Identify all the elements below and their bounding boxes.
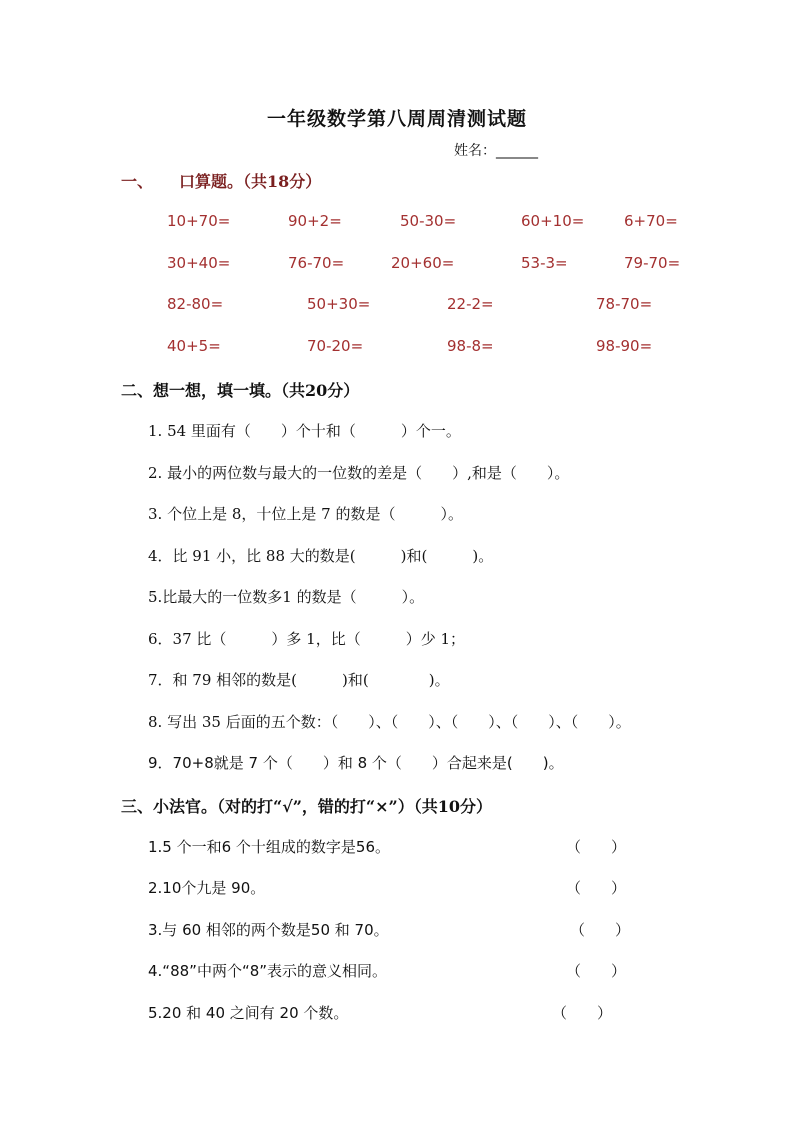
section1-title: 口算题。（共18分） (179, 172, 322, 191)
question-item: 9．70+8就是 7 个（ ）和 8 个（ ）合起来是( )。 (148, 754, 564, 772)
calc-problem: 70-20= (307, 337, 364, 355)
question-item: 2. 最小的两位数与最大的一位数的差是（ ）,和是（ ）。 (148, 464, 570, 482)
answer-parentheses: （ ） (566, 962, 627, 980)
answer-parentheses: （ ） (566, 838, 627, 856)
calc-problem: 40+5= (167, 337, 221, 355)
page-title: 一年级数学第八周周清测试题 (266, 108, 527, 130)
calc-problem: 98-8= (447, 337, 494, 355)
calc-problem: 22-2= (447, 295, 494, 313)
answer-parentheses: （ ） (570, 921, 631, 939)
calc-problem: 76-70= (288, 254, 345, 272)
answer-parentheses: （ ） (552, 1004, 613, 1022)
calc-problem: 82-80= (167, 295, 224, 313)
answer-parentheses: （ ） (566, 879, 627, 897)
calc-problem: 30+40= (167, 254, 231, 272)
calc-problem: 50-30= (400, 212, 457, 230)
question-item: 8. 写出 35 后面的五个数：（ ）、（ ）、（ ）、（ ）、（ ）。 (148, 713, 631, 731)
section1-heading (121, 169, 321, 192)
question-item: 6．37 比（ ）多 1，比（ ）少 1； (148, 630, 466, 648)
calc-problem: 10+70= (167, 212, 231, 230)
question-item: 5.比最大的一位数多1 的数是（ ）。 (148, 588, 425, 606)
section1-number: 一、 (121, 172, 154, 191)
judgment-statement: 4.“88”中两个“8”表示的意义相同。 (148, 962, 388, 980)
judgment-statement: 1.5 个一和6 个十组成的数字是56。 (148, 838, 391, 856)
calc-problem: 79-70= (624, 254, 681, 272)
judgment-statement: 3.与 60 相邻的两个数是50 和 70。 (148, 921, 389, 939)
calc-problem: 20+60= (391, 254, 455, 272)
section3-heading: 三、小法官。（对的打“√”，错的打“×”）（共10分） (121, 797, 493, 816)
judgment-statement: 5.20 和 40 之间有 20 个数。 (148, 1004, 349, 1022)
calc-problem: 98-90= (596, 337, 653, 355)
question-item: 7．和 79 相邻的数是( )和( )。 (148, 671, 450, 689)
judgment-statement: 2.10个九是 90。 (148, 879, 266, 897)
name-field-label: 姓名：______ (454, 143, 538, 159)
question-item: 1. 54 里面有（ ）个十和（ ）个一。 (148, 422, 461, 440)
calc-problem: 90+2= (288, 212, 342, 230)
calc-problem: 53-3= (521, 254, 568, 272)
question-item: 4．比 91 小，比 88 大的数是( )和( )。 (148, 547, 494, 565)
calc-problem: 6+70= (624, 212, 678, 230)
calc-problem: 50+30= (307, 295, 371, 313)
question-item: 3. 个位上是 8，十位上是 7 的数是（ ）。 (148, 505, 463, 523)
calc-problem: 78-70= (596, 295, 653, 313)
section2-heading: 二、想一想，填一填。（共20分） (121, 381, 360, 400)
calc-problem: 60+10= (521, 212, 585, 230)
